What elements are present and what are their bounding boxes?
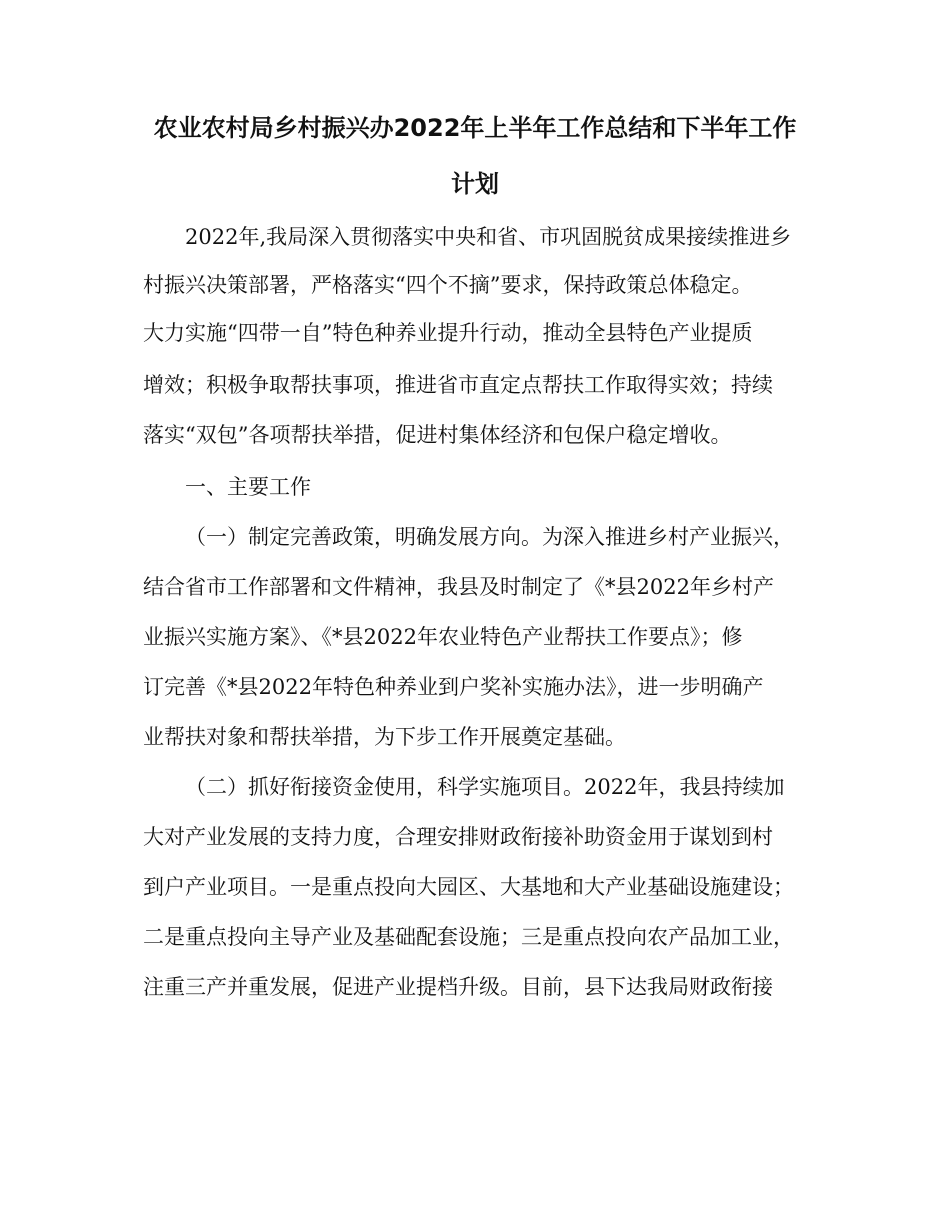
document-title-line-2: 计划 — [451, 170, 499, 198]
section-heading: 一、主要工作 — [185, 475, 311, 499]
paragraph-line: 订完善《*县2022年特色种养业到户奖补实施办法》，进一步明确产 — [143, 675, 764, 699]
paragraph-line: 到户产业项目。一是重点投向大园区、大基地和大产业基础设施建设； — [143, 875, 794, 899]
paragraph-line: 村振兴决策部署，严格落实“四个不摘”要求，保持政策总体稳定。 — [143, 273, 753, 297]
paragraph-line: 落实“双包”各项帮扶举措，促进村集体经济和包保户稳定增收。 — [143, 423, 732, 447]
paragraph-line: 2022年,我局深入贯彻落实中央和省、市巩固脱贫成果接续推进乡 — [185, 225, 792, 249]
paragraph-line: （一）制定完善政策，明确发展方向。为深入推进乡村产业振兴， — [185, 525, 794, 549]
paragraph-line: 注重三产并重发展，促进产业提档升级。目前，县下达我局财政衔接 — [143, 975, 773, 999]
paragraph-line: （二）抓好衔接资金使用，科学实施项目。2022年，我县持续加 — [185, 775, 785, 799]
paragraph-line: 大对产业发展的支持力度，合理安排财政衔接补助资金用于谋划到村 — [143, 825, 773, 849]
paragraph-line: 二是重点投向主导产业及基础配套设施；三是重点投向农产品加工业， — [143, 925, 794, 949]
paragraph-line: 大力实施“四带一自”特色种养业提升行动，推动全县特色产业提质 — [143, 321, 753, 345]
document-title-line-1: 农业农村局乡村振兴办2022年上半年工作总结和下半年工作 — [153, 114, 797, 142]
paragraph-line: 增效；积极争取帮扶事项，推进省市直定点帮扶工作取得实效；持续 — [143, 373, 773, 397]
paragraph-line: 结合省市工作部署和文件精神，我县及时制定了《*县2022年乡村产 — [143, 575, 774, 599]
paragraph-line: 业帮扶对象和帮扶举措，为下步工作开展奠定基础。 — [143, 725, 626, 749]
paragraph-line: 业振兴实施方案》、《*县2022年农业特色产业帮扶工作要点》；修 — [143, 625, 743, 649]
